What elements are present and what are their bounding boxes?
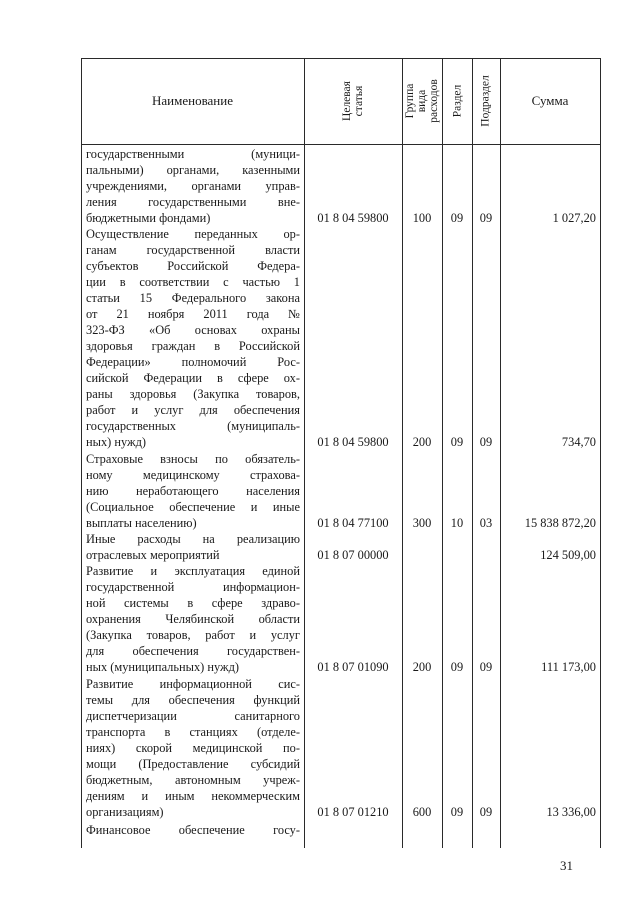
row-sum: 15 838 872,20	[524, 516, 596, 530]
header-sum: Сумма	[531, 93, 569, 108]
column-border	[81, 58, 82, 848]
header-bottom-border	[81, 144, 600, 145]
header-target	[304, 58, 402, 144]
row-name-line: пальными) органами, казенными	[86, 163, 300, 177]
row-name-line: бюджетным, автономным учреж-	[86, 773, 300, 787]
row-subsection: 09	[479, 805, 493, 819]
row-name-line: от 21 ноября 2011 года №	[86, 307, 300, 321]
row-name-line: субъектов Российской Федера-	[86, 259, 300, 273]
row-sum: 111 173,00	[541, 660, 596, 674]
row-name-line: транспорта в станциях (отделе-	[86, 725, 300, 739]
row-name-line: ному медицинскому страхова-	[86, 468, 300, 482]
row-name-line: государственными (муници-	[86, 147, 300, 161]
row-target: 01 8 04 59800	[317, 211, 389, 225]
page-number: 31	[560, 858, 573, 873]
row-name-line: дениям и иным некоммерческим	[86, 789, 300, 803]
row-name-line: государственных (муниципаль-	[86, 419, 300, 433]
header-name: Наименование	[152, 93, 233, 108]
row-name-line: учреждениями, органами управ-	[86, 179, 300, 193]
row-sum: 13 336,00	[546, 805, 596, 819]
header-target-label: Целевая статья	[341, 81, 365, 121]
row-group: 200	[412, 660, 432, 674]
row-name-line: темы для обеспечения функций	[86, 693, 300, 707]
row-name-line: 323-ФЗ «Об основах охраны	[86, 323, 300, 337]
column-border	[402, 58, 403, 848]
header-group	[402, 58, 442, 144]
row-name-line: охранения Челябинской области	[86, 612, 300, 626]
column-border	[442, 58, 443, 848]
row-subsection: 09	[479, 660, 493, 674]
row-name-line: раны здоровья (Закупка товаров,	[86, 387, 300, 401]
row-subsection: 03	[479, 516, 493, 530]
row-name-line: ной системы в сфере здраво-	[86, 596, 300, 610]
row-group: 200	[412, 435, 432, 449]
column-border	[472, 58, 473, 848]
row-sum: 1 027,20	[552, 211, 596, 225]
row-name-line: Финансовое обеспечение госу-	[86, 823, 300, 837]
row-name-line: нию неработающего населения	[86, 484, 300, 498]
row-name-line: ных (муниципальных) нужд)	[86, 660, 240, 674]
row-name-line: Страховые взносы по обязатель-	[86, 452, 300, 466]
row-name-line: Федерации» полномочий Рос-	[86, 355, 300, 369]
row-subsection: 09	[479, 211, 493, 225]
row-name-line: Иные расходы на реализацию	[86, 532, 300, 546]
row-name-line: государственной информацион-	[86, 580, 300, 594]
row-section: 10	[450, 516, 464, 530]
row-name-line: Осуществление переданных ор-	[86, 227, 300, 241]
row-sum: 734,70	[561, 435, 596, 449]
row-section: 09	[450, 211, 464, 225]
row-name-line: здоровья граждан в Российской	[86, 339, 300, 353]
row-name-line: (Социальное обеспечение и иные	[86, 500, 300, 514]
row-target: 01 8 07 00000	[317, 548, 389, 562]
row-name-line: ниях) скорой медицинской по-	[86, 741, 300, 755]
row-target: 01 8 04 59800	[317, 435, 389, 449]
row-name-line: статьи 15 Федерального закона	[86, 291, 300, 305]
row-section: 09	[450, 660, 464, 674]
row-name-line: диспетчеризации санитарного	[86, 709, 300, 723]
row-target: 01 8 04 77100	[317, 516, 389, 530]
header-subsection	[472, 58, 500, 144]
header-section	[442, 58, 472, 144]
row-name-line: бюджетными фондами)	[86, 211, 211, 225]
row-group: 300	[412, 516, 432, 530]
row-section: 09	[450, 805, 464, 819]
row-section: 09	[450, 435, 464, 449]
row-target: 01 8 07 01090	[317, 660, 389, 674]
column-border	[500, 58, 501, 848]
column-border	[600, 58, 601, 848]
row-group: 600	[412, 805, 432, 819]
row-name-line: (Закупка товаров, работ и услуг	[86, 628, 300, 642]
header-section-label: Раздел	[451, 84, 463, 118]
row-name-line: ции в соответствии с частью 1	[86, 275, 300, 289]
row-group: 100	[412, 211, 432, 225]
row-name-line: организациям)	[86, 805, 164, 819]
row-name-line: ления государственными вне-	[86, 195, 300, 209]
row-name-line: мощи (Предоставление субсидий	[86, 757, 300, 771]
row-subsection: 09	[479, 435, 493, 449]
row-name-line: ных) нужд)	[86, 435, 147, 449]
row-name-line: ганам государственной власти	[86, 243, 300, 257]
row-name-line: выплаты населению)	[86, 516, 197, 530]
row-name-line: Развитие и эксплуатация единой	[86, 564, 300, 578]
row-target: 01 8 07 01210	[317, 805, 389, 819]
row-name-line: работ и услуг для обеспечения	[86, 403, 300, 417]
row-name-line: сийской Федерации в сфере ох-	[86, 371, 300, 385]
column-border	[304, 58, 305, 848]
row-sum: 124 509,00	[540, 548, 596, 562]
row-name-line: отраслевых мероприятий	[86, 548, 220, 562]
header-group-label: Группа вида расходов	[404, 79, 440, 123]
header-subsection-label: Подраздел	[480, 75, 492, 127]
row-name-line: Развитие информационной сис-	[86, 677, 300, 691]
row-name-line: для обеспечения государствен-	[86, 644, 300, 658]
